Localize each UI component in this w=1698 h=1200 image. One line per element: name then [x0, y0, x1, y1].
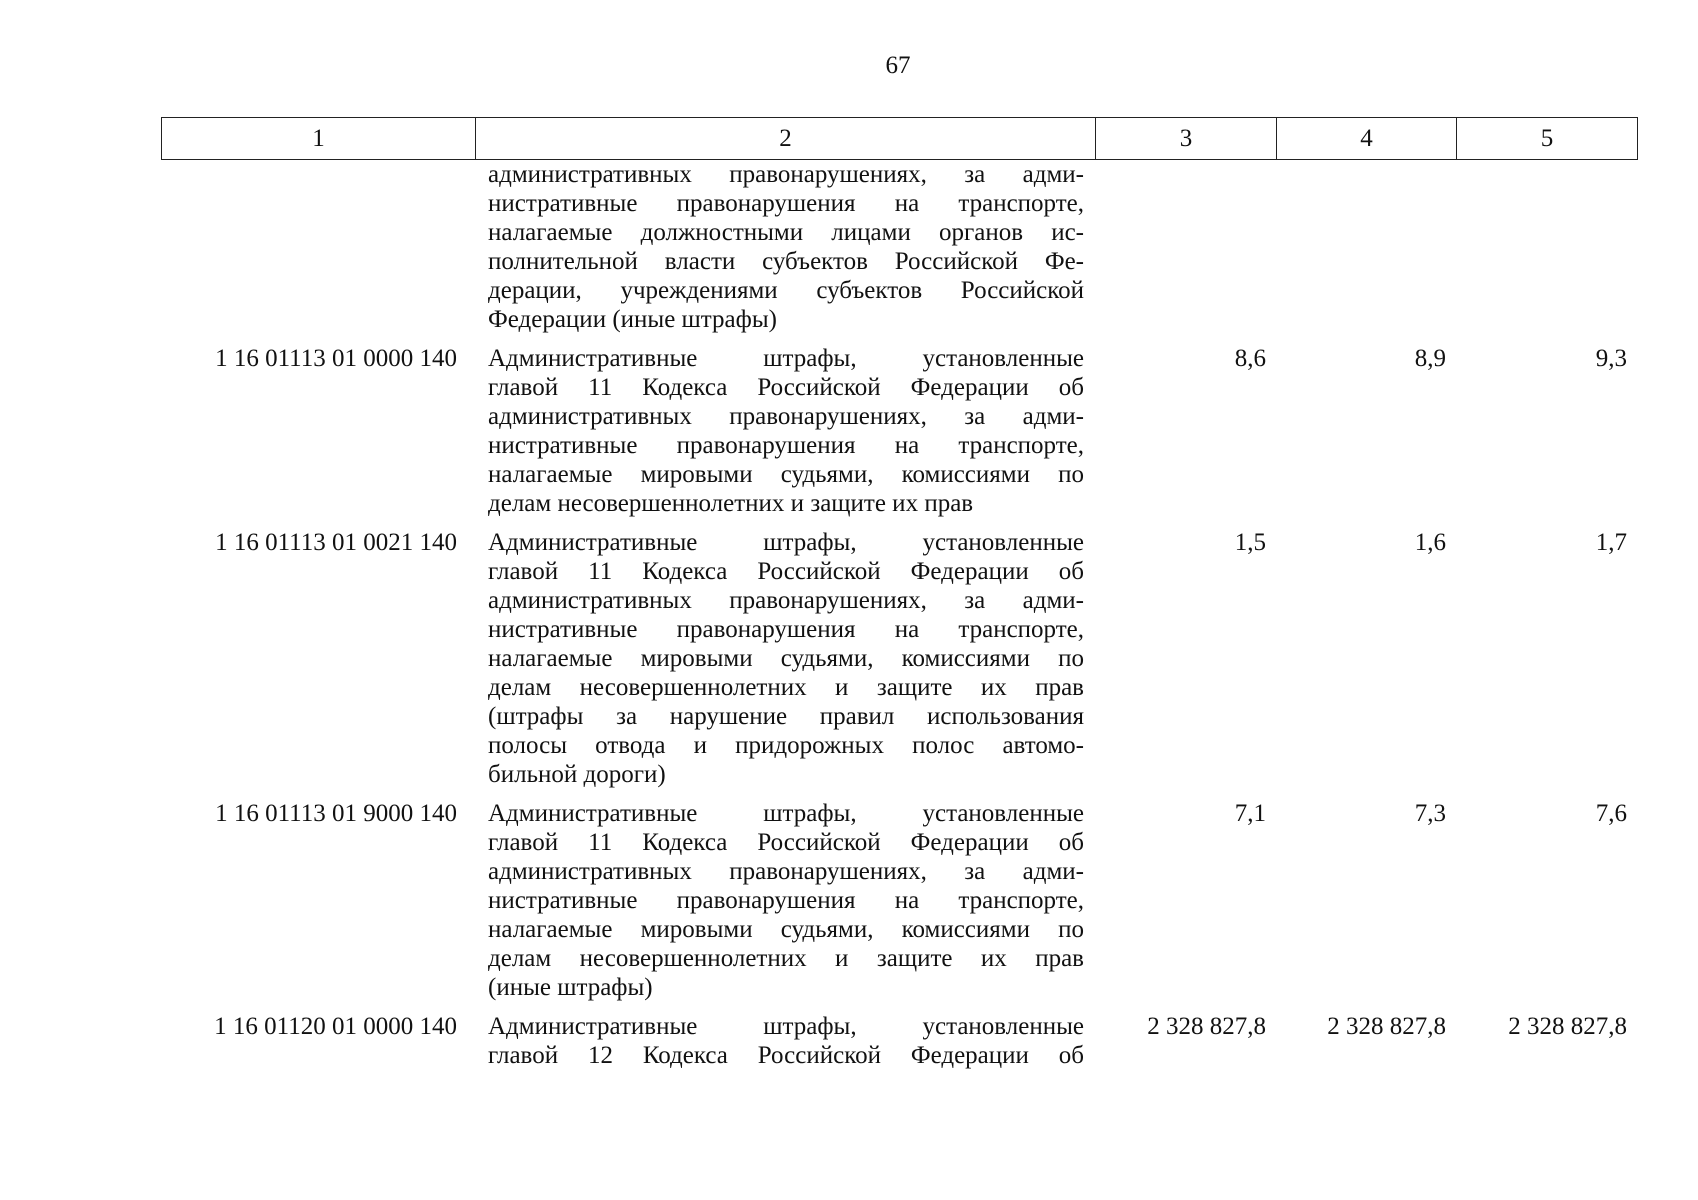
value-cell-col4: [1276, 160, 1456, 334]
description-line: полнительной власти субъектов Российской Фе-: [488, 248, 1084, 275]
value-cell-col3: 8,6: [1234, 345, 1266, 372]
description-cell: [475, 344, 1095, 518]
description-line: главой 11 Кодекса Российской Федерации об: [488, 829, 1084, 856]
description-line: Административные штрафы, установленные: [488, 1013, 1084, 1040]
table-row: [161, 344, 1637, 518]
page-number: 67: [885, 52, 911, 79]
header-col-3: 3: [1096, 118, 1277, 160]
description-cell: [475, 528, 1095, 789]
value-cell-col3: 7,1: [1234, 800, 1266, 827]
value-cell-col3: [1095, 160, 1276, 334]
description-line: нистративные правонарушения на транспорте,: [488, 616, 1084, 643]
description-line: Федерации (иные штрафы): [488, 306, 777, 333]
description-cell: [475, 799, 1095, 1002]
value-cell-col3: 2 328 827,8: [1147, 1013, 1266, 1040]
description-line: Административные штрафы, установленные: [488, 800, 1084, 827]
description-line: делам несовершеннолетних и защите их прав: [488, 674, 1084, 701]
value-cell-col5: 2 328 827,8: [1508, 1013, 1627, 1040]
description-line: налагаемые мировыми судьями, комиссиями по: [488, 461, 1084, 488]
code-cell: [161, 160, 475, 334]
description-line: бильной дороги): [488, 761, 666, 788]
description-line: (штрафы за нарушение правил использования: [488, 703, 1084, 730]
description-line: Административные штрафы, установленные: [488, 529, 1084, 556]
description-line: главой 12 Кодекса Российской Федерации об: [488, 1042, 1084, 1069]
description-line: налагаемые должностными лицами органов ис-: [488, 219, 1084, 246]
description-line: делам несовершеннолетних и защите их прав: [488, 945, 1084, 972]
description-line: нистративные правонарушения на транспорте,: [488, 190, 1084, 217]
value-cell-col5: 7,6: [1595, 800, 1627, 827]
value-cell-col5: [1456, 160, 1637, 334]
description-line: (иные штрафы): [488, 974, 653, 1001]
description-line: административных правонарушениях, за адми-: [488, 403, 1084, 430]
header-col-1: 1: [162, 118, 476, 160]
header-col-2: 2: [476, 118, 1096, 160]
value-cell-col5: 9,3: [1595, 345, 1627, 372]
value-cell-col4: 8,9: [1414, 345, 1446, 372]
value-cell-col5: 1,7: [1595, 529, 1627, 556]
description-line: налагаемые мировыми судьями, комиссиями по: [488, 916, 1084, 943]
description-line: главой 11 Кодекса Российской Федерации об: [488, 374, 1084, 401]
value-cell-col3: 1,5: [1234, 529, 1266, 556]
table-row: [161, 799, 1637, 1002]
value-cell-col4: 7,3: [1414, 800, 1446, 827]
description-line: Административные штрафы, установленные: [488, 345, 1084, 372]
value-cell-col4: 2 328 827,8: [1327, 1013, 1446, 1040]
description-line: административных правонарушениях, за адми-: [488, 858, 1084, 885]
description-line: полосы отвода и придорожных полос автомо-: [488, 732, 1084, 759]
description-line: нистративные правонарушения на транспорте,: [488, 432, 1084, 459]
description-cell: [475, 160, 1095, 334]
description-line: дерации, учреждениями субъектов Российской: [488, 277, 1084, 304]
table-row-continuation: [161, 160, 1637, 334]
description-line: налагаемые мировыми судьями, комиссиями по: [488, 645, 1084, 672]
header-row: [162, 118, 1638, 160]
code-cell: 1 16 01113 01 9000 140: [215, 800, 457, 827]
table-row: [161, 1012, 1637, 1070]
description-line: административных правонарушениях, за адми-: [488, 587, 1084, 614]
table-body: [161, 160, 1637, 1070]
table-row: [161, 528, 1637, 789]
description-cell: [475, 1012, 1095, 1070]
description-line: нистративные правонарушения на транспорте,: [488, 887, 1084, 914]
code-cell: 1 16 01120 01 0000 140: [214, 1013, 457, 1040]
description-line: административных правонарушениях, за адми-: [488, 161, 1084, 188]
value-cell-col4: 1,6: [1414, 529, 1446, 556]
description-line: делам несовершеннолетних и защите их прав: [488, 490, 974, 517]
code-cell: 1 16 01113 01 0021 140: [215, 529, 457, 556]
description-line: главой 11 Кодекса Российской Федерации об: [488, 558, 1084, 585]
code-cell: 1 16 01113 01 0000 140: [215, 345, 457, 372]
header-col-4: 4: [1277, 118, 1457, 160]
table-header: [161, 117, 1638, 160]
header-col-5: 5: [1457, 118, 1638, 160]
